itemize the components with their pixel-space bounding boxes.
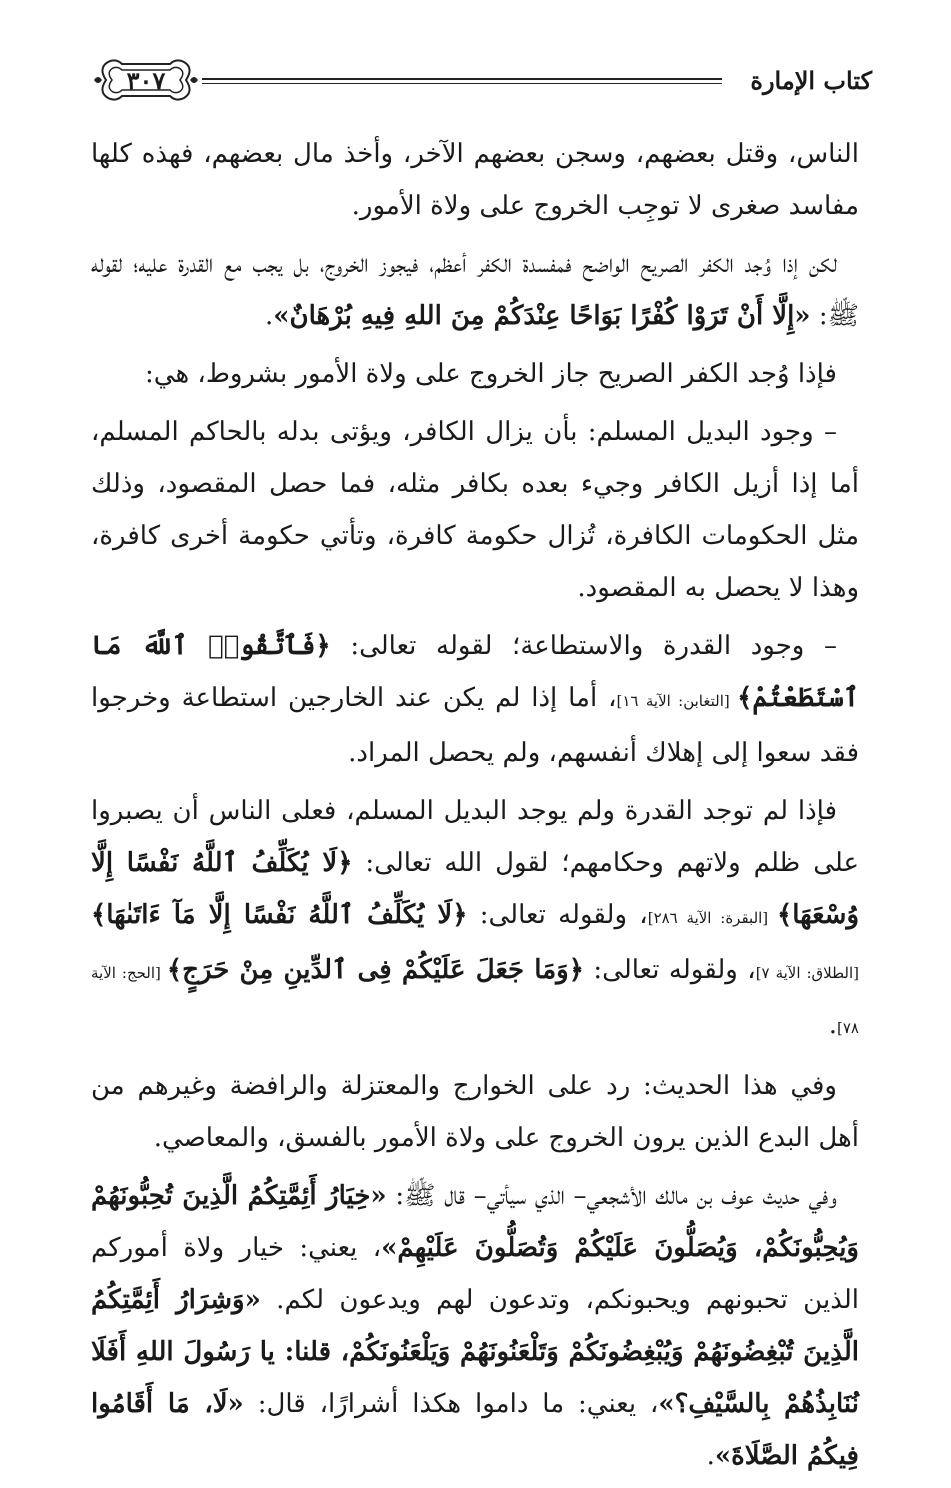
verse-reference: [الطلاق: الآية ٧]: [755, 964, 859, 982]
verse-reference: [التغابن: الآية ١٦]: [616, 692, 738, 710]
header-rule-thin: [202, 83, 722, 84]
page-number-ornament: [92, 54, 200, 106]
paragraph-text: الناس، وقتل بعضهم، وسجن بعضهم الآخر، وأخذ مال بعضهم، فهذه كلها مفاسد صغرى لا توجِب الخروج على ولاة الأمور.: [91, 139, 859, 221]
paragraph-p2: [91, 238, 859, 342]
paragraph-text: ، يعني: ما داموا هكذا أشرارًا، قال:: [243, 1389, 659, 1419]
paragraph-p5: [91, 620, 859, 779]
header-rule: [202, 78, 722, 80]
page-body: [91, 128, 859, 1488]
hadith-quote: «وَشِرَارُ أَئِمَّتِكُمُ الَّذِينَ تُبْغِضُونَهُمْ وَيُبْغِضُونَكُمْ وَتَلْعَنُونَهُمْ وَيَلْعَنُونَكُمْ، قلنا: يا رَسُولَ اللهِ أَفَلَا نُنَابِذُهُمْ بِالسَّيْفِ؟»: [91, 1285, 859, 1419]
paragraph-text: فإذا لم توجد القدرة ولم يوجد البديل المسلم، فعلى الناس أن يصبروا على ظلم ولاتهم وحكامهم؛ لقول الله تعالى:: [91, 796, 859, 878]
paragraph-text: ، ولقوله تعالى:: [583, 955, 756, 985]
paragraph-p7: [91, 1060, 859, 1164]
paragraph-p3: [91, 348, 859, 400]
paragraph-text: ، أما إذا لم يكن عند الخارجين استطاعة وخرجوا فقد سعوا إلى إهلاك أنفسهم، ولم يحصل المراد.: [91, 683, 859, 768]
paragraph-text: ، ولقوله تعالى:: [467, 900, 648, 930]
paragraph-text: .: [706, 1441, 715, 1471]
hadith-quote: «إِلَّا أَنْ تَرَوْا كُفْرًا بَوَاحًا عِنْدَكُمْ مِنَ اللهِ فِيهِ بُرْهَانٌ»: [273, 301, 811, 331]
paragraph-text: وفي حديث عوف بن مالك الأشجعي– الذي سيأتي– قال ﷺ:: [386, 1181, 837, 1211]
quran-verse: ﴿فَٱتَّقُوا۟ ٱللَّهَ مَا ٱسْتَطَعْتُمْ﴾: [91, 631, 859, 713]
paragraph-text: .: [264, 301, 274, 331]
paragraph-p6: [91, 785, 859, 1054]
paragraph-text: لكن إذا وُجد الكفر الصريح الواضح فمفسدة الكفر أعظم، فيجوز الخروج، بل يجب مع القدرة عليه؛ لقوله ﷺ:: [91, 249, 859, 331]
chapter-title: كتاب الإمارة: [750, 66, 872, 95]
paragraph-text: وفي هذا الحديث: رد على الخوارج والمعتزلة والرافضة وغيرهم من أهل البدع الذين يرون الخروج على ولاة الأمور بالفسق، والمعاصي.: [91, 1071, 859, 1153]
hadith-quote: «خِيَارُ أَئِمَّتِكُمُ الَّذِينَ تُحِبُّونَهُمْ وَيُحِبُّونَكُمْ، وَيُصَلُّونَ عَلَيْكُمْ وَتُصَلُّونَ عَلَيْهِمْ»: [91, 1181, 859, 1263]
paragraph-text: – وجود القدرة والاستطاعة؛ لقوله تعالى:: [330, 631, 837, 661]
paragraph-text: .: [828, 1010, 838, 1040]
paragraph-text: – وجود البديل المسلم: بأن يزال الكافر، ويؤتى بدله بالحاكم المسلم، أما إذا أزيل الكافر وجيء بعده بكافر مثله، فما حصل المقصود، وذلك مثل الحكومات الكافرة، تُزال حكومة كافرة، وتأتي حكومة أخرى كافرة، وهذا لا يحصل به المقصود.: [91, 417, 859, 603]
verse-reference: [الحج: الآية ٧٨]: [91, 964, 859, 1037]
page-header: [92, 52, 872, 108]
hadith-quote: «لَا، مَا أَقَامُوا فِيكُمُ الصَّلَاةَ»: [91, 1389, 859, 1471]
paragraph-text: ، يعني: خيار ولاة أموركم الذين تحبونهم ويحبونكم، وتدعون لهم ويدعون لكم.: [91, 1233, 859, 1315]
paragraph-text: فإذا وُجد الكفر الصريح جاز الخروج على ولاة الأمور بشروط، هي:: [145, 359, 837, 389]
quran-verse: ﴿وَمَا جَعَلَ عَلَيْكُمْ فِى ٱلدِّينِ مِنْ حَرَجٍ﴾: [166, 955, 584, 985]
quran-verse: ﴿لَا يُكَلِّفُ ٱللَّهُ نَفْسًا إِلَّا وُسْعَهَا﴾: [91, 848, 859, 930]
paragraph-p8: [91, 1170, 859, 1482]
paragraph-p4: [91, 406, 859, 614]
page-number: ٣٠٧: [126, 66, 166, 95]
paragraph-p1: [91, 128, 859, 232]
verse-reference: [البقرة: الآية ٢٨٦]: [647, 909, 777, 927]
quran-verse: ﴿لَا يُكَلِّفُ ٱللَّهُ نَفْسًا إِلَّا مَآ ءَاتَىٰهَا﴾: [91, 900, 468, 930]
